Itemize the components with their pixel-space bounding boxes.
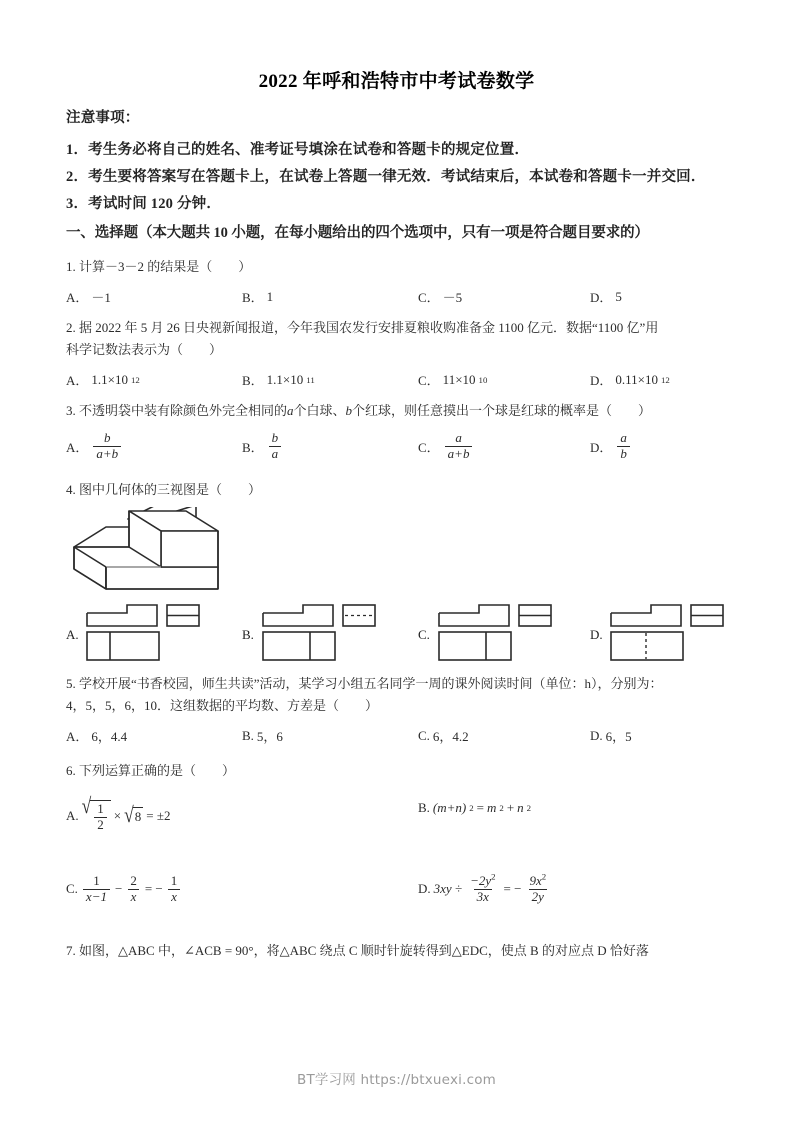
- option-label: C.: [418, 727, 430, 743]
- times-operator: ×: [113, 808, 122, 824]
- question-1-option-a[interactable]: [66, 287, 111, 306]
- question-4-text: 图中几何体的三视图是（ ）: [79, 482, 262, 497]
- three-view-diagram-d: [606, 601, 726, 665]
- question-6-options-row2: [66, 871, 732, 926]
- question-3-number: 3.: [66, 403, 76, 418]
- question-6-stem: [66, 760, 732, 782]
- option-label: D．: [590, 439, 613, 455]
- three-view-diagram-b: [258, 601, 378, 665]
- fraction-denominator: b: [617, 446, 630, 462]
- sqrt-expression: [81, 793, 111, 832]
- option-mantissa: 1.1×10: [91, 371, 128, 387]
- notice-item-2: 2．考生要将答案写在答题卡上，在试卷上答题一律无效．考试结束后，本试卷和答题卡一并交回．: [66, 169, 706, 185]
- rhs-term-2: n: [517, 800, 524, 815]
- inner-fraction: [94, 802, 107, 832]
- option-text: 6，4.4: [91, 729, 128, 744]
- radicand: 8: [134, 809, 142, 825]
- question-7-number: 7.: [66, 943, 76, 958]
- fraction-denominator: a+b: [93, 446, 121, 462]
- question-5-number: 5.: [66, 676, 76, 691]
- option-label: C．: [418, 373, 440, 388]
- notice-item-3: 3．考试时间 120 分钟．: [66, 196, 222, 212]
- option-label: A．: [66, 439, 89, 455]
- option-text: 5: [615, 288, 622, 304]
- section-heading: 一、选择题（本大题共 10 小题，在每小题给出的四个选项中，只有一项是符合题目要求的）: [66, 225, 649, 241]
- option-label: A．: [66, 729, 89, 744]
- option-label: C.: [66, 881, 78, 897]
- question-6-options-row1: [66, 793, 732, 852]
- divisor-fraction: [467, 871, 498, 904]
- page-title: 2022 年呼和浩特市中考试卷数学: [258, 71, 535, 92]
- option-label: B.: [418, 800, 430, 815]
- question-4-solid-figure: [66, 507, 286, 593]
- option-label: B.: [242, 627, 254, 642]
- document-body: [66, 106, 732, 962]
- sqrt-expression-2: [124, 801, 143, 827]
- fraction-numerator: 1: [93, 873, 100, 888]
- question-6-option-c[interactable]: [66, 874, 182, 904]
- question-7-text: 如图，△ABC 中，∠ACB = 90°，将△ABC 绕点 C 顺时针旋转得到△EDC，使点 B 的对应点 D 恰好落: [79, 943, 649, 958]
- option-label: A．: [66, 373, 89, 388]
- option-mantissa: 1.1×10: [266, 371, 304, 387]
- equals-sign: = −: [503, 881, 522, 897]
- option-text: 6，4.2: [432, 729, 469, 744]
- question-4-stem: [66, 479, 732, 501]
- option-fraction: [617, 431, 630, 461]
- option-label: B．: [242, 290, 264, 305]
- fraction-denominator: a: [269, 446, 282, 462]
- option-label: B.: [242, 727, 254, 743]
- three-view-diagram-c: [434, 601, 554, 665]
- question-6-option-a[interactable]: [66, 793, 171, 832]
- option-text: －5: [442, 290, 463, 305]
- question-1-option-b[interactable]: [242, 287, 273, 306]
- result-fraction: [526, 871, 549, 904]
- question-5-option-c[interactable]: [418, 726, 469, 745]
- question-2-stem-line2: 科学记数法表示为（ ）: [66, 342, 223, 357]
- radical-sign-icon: √: [81, 793, 92, 819]
- question-3-option-a[interactable]: [66, 431, 123, 461]
- option-label: D.: [590, 727, 603, 743]
- question-2-number: 2.: [66, 320, 76, 335]
- option-label: D．: [590, 373, 613, 388]
- question-7-stem: [66, 940, 732, 962]
- question-3-text-post: 个红球，则任意摸出一个球是红球的概率是（ ）: [352, 403, 652, 418]
- fraction-denominator: 2y: [529, 889, 547, 905]
- question-3-options: [66, 431, 732, 477]
- dividend-expression: 3xy ÷: [433, 881, 463, 897]
- fraction-numerator: 2: [130, 873, 137, 888]
- fraction-denominator: x: [168, 889, 180, 905]
- option-label: C.: [418, 627, 430, 642]
- fraction-denominator: x−1: [83, 889, 110, 905]
- fraction-2: [127, 874, 140, 904]
- notice-heading: 注意事项：: [66, 110, 140, 126]
- plus-sign: +: [506, 800, 515, 815]
- option-label: A.: [66, 627, 79, 642]
- question-6-number: 6.: [66, 763, 76, 778]
- option-mantissa: 0.11×10: [615, 371, 658, 387]
- question-3-stem: [66, 400, 732, 422]
- option-mantissa: 11×10: [442, 371, 476, 387]
- fraction-numerator: −2y: [470, 873, 492, 888]
- fraction-3: [168, 874, 181, 904]
- equation-rhs: = ±2: [146, 808, 171, 824]
- question-4-options: [66, 601, 732, 665]
- option-label: A．: [66, 290, 89, 305]
- numerator-exponent: 2: [491, 871, 496, 882]
- question-6-option-b[interactable]: B. (m+n) 2 = m 2 + n 2: [418, 800, 532, 815]
- question-1-options: [66, 287, 732, 307]
- fraction-denominator: 3x: [474, 889, 492, 905]
- question-2-option-b[interactable]: B． 1.1×10 11: [242, 371, 315, 388]
- option-text: 1: [266, 288, 274, 304]
- binomial-lhs: (m+n): [432, 800, 467, 815]
- equals-sign: = −: [144, 881, 163, 897]
- fraction-denominator: 2: [94, 817, 107, 833]
- fraction-numerator: b: [104, 430, 111, 445]
- fraction-numerator: a: [455, 430, 462, 445]
- three-view-diagram-a: [82, 601, 202, 665]
- question-1-option-c[interactable]: [418, 287, 462, 306]
- question-5-option-b[interactable]: [242, 726, 283, 745]
- minus-sign: −: [114, 881, 123, 897]
- question-2-option-c[interactable]: C． 11×10 10: [418, 371, 488, 388]
- question-1-stem: [66, 256, 732, 278]
- option-fraction: [269, 431, 282, 461]
- question-2-option-a[interactable]: A． 1.1×10 12: [66, 371, 140, 388]
- option-label: D.: [590, 627, 603, 642]
- option-fraction: [93, 431, 121, 461]
- question-5-stem-line2: 4，5，5，6，10．这组数据的平均数、方差是（ ）: [66, 698, 379, 713]
- question-5-option-a[interactable]: [66, 726, 127, 745]
- question-3-option-d[interactable]: [590, 431, 632, 461]
- fraction-numerator: 9x: [529, 873, 542, 888]
- question-5-stem-line1: [66, 673, 732, 695]
- option-text: －1: [91, 290, 111, 305]
- question-3-text-mid: 个白球、: [293, 403, 346, 418]
- stepped-solid-icon: [66, 507, 286, 593]
- numerator-exponent: 2: [541, 871, 547, 882]
- question-6-text: 下列运算正确的是（ ）: [79, 763, 236, 778]
- option-label: D.: [418, 881, 431, 897]
- question-2-options: [66, 370, 732, 390]
- question-1-number: 1.: [66, 259, 76, 274]
- watermark: BT学习网 https://btxuexi.com: [296, 1072, 497, 1088]
- option-label: B．: [242, 373, 264, 388]
- fraction-numerator: b: [271, 430, 279, 445]
- option-fraction: [445, 431, 473, 461]
- question-4-number: 4.: [66, 482, 76, 497]
- notice-item-1: 1．考生务必将自己的姓名、准考证号填涂在试卷和答题卡的规定位置．: [66, 142, 530, 158]
- question-3-var-a: a: [287, 403, 294, 418]
- fraction-denominator: x: [128, 889, 140, 905]
- question-5-options: [66, 726, 732, 746]
- question-1-text: 计算－3－2 的结果是（ ）: [79, 259, 252, 274]
- question-2-text-line1: 据 2022 年 5 月 26 日央视新闻报道，今年我国农发行安排夏粮收购准备金 1100 亿元．数据“1100 亿”用: [79, 320, 659, 335]
- fraction-denominator: a+b: [445, 446, 473, 462]
- fraction-numerator: a: [620, 430, 627, 445]
- question-5-text-line1: 学校开展“书香校园，师生共读”活动，某学习小组五名同学一周的课外阅读时间（单位：h），分别为：: [79, 676, 663, 691]
- option-label: A.: [66, 808, 79, 824]
- question-3-text-pre: 不透明袋中装有除颜色外完全相同的: [79, 403, 288, 418]
- question-3-var-b: b: [345, 403, 353, 418]
- question-3-option-c[interactable]: [418, 431, 474, 461]
- rhs-term-1: m: [487, 800, 497, 815]
- question-3-option-b[interactable]: [242, 431, 283, 461]
- fraction-numerator: 1: [170, 873, 178, 888]
- option-label: C．: [418, 290, 440, 305]
- question-5-option-d[interactable]: [590, 726, 632, 745]
- option-text: 6，5: [605, 729, 632, 744]
- option-text: 5，6: [256, 729, 283, 744]
- fraction-numerator: 1: [97, 801, 104, 816]
- fraction-1: [83, 874, 110, 904]
- question-2-stem-line1: [66, 317, 732, 339]
- radical-sign-icon: √: [124, 801, 134, 827]
- option-label: D．: [590, 290, 613, 305]
- option-label: C．: [418, 439, 440, 455]
- equals-sign: =: [476, 800, 485, 815]
- question-6-option-d[interactable]: [418, 871, 551, 904]
- question-1-option-d[interactable]: [590, 287, 622, 306]
- option-label: B．: [242, 439, 264, 455]
- question-2-option-d[interactable]: D． 0.11×10 12: [590, 371, 670, 388]
